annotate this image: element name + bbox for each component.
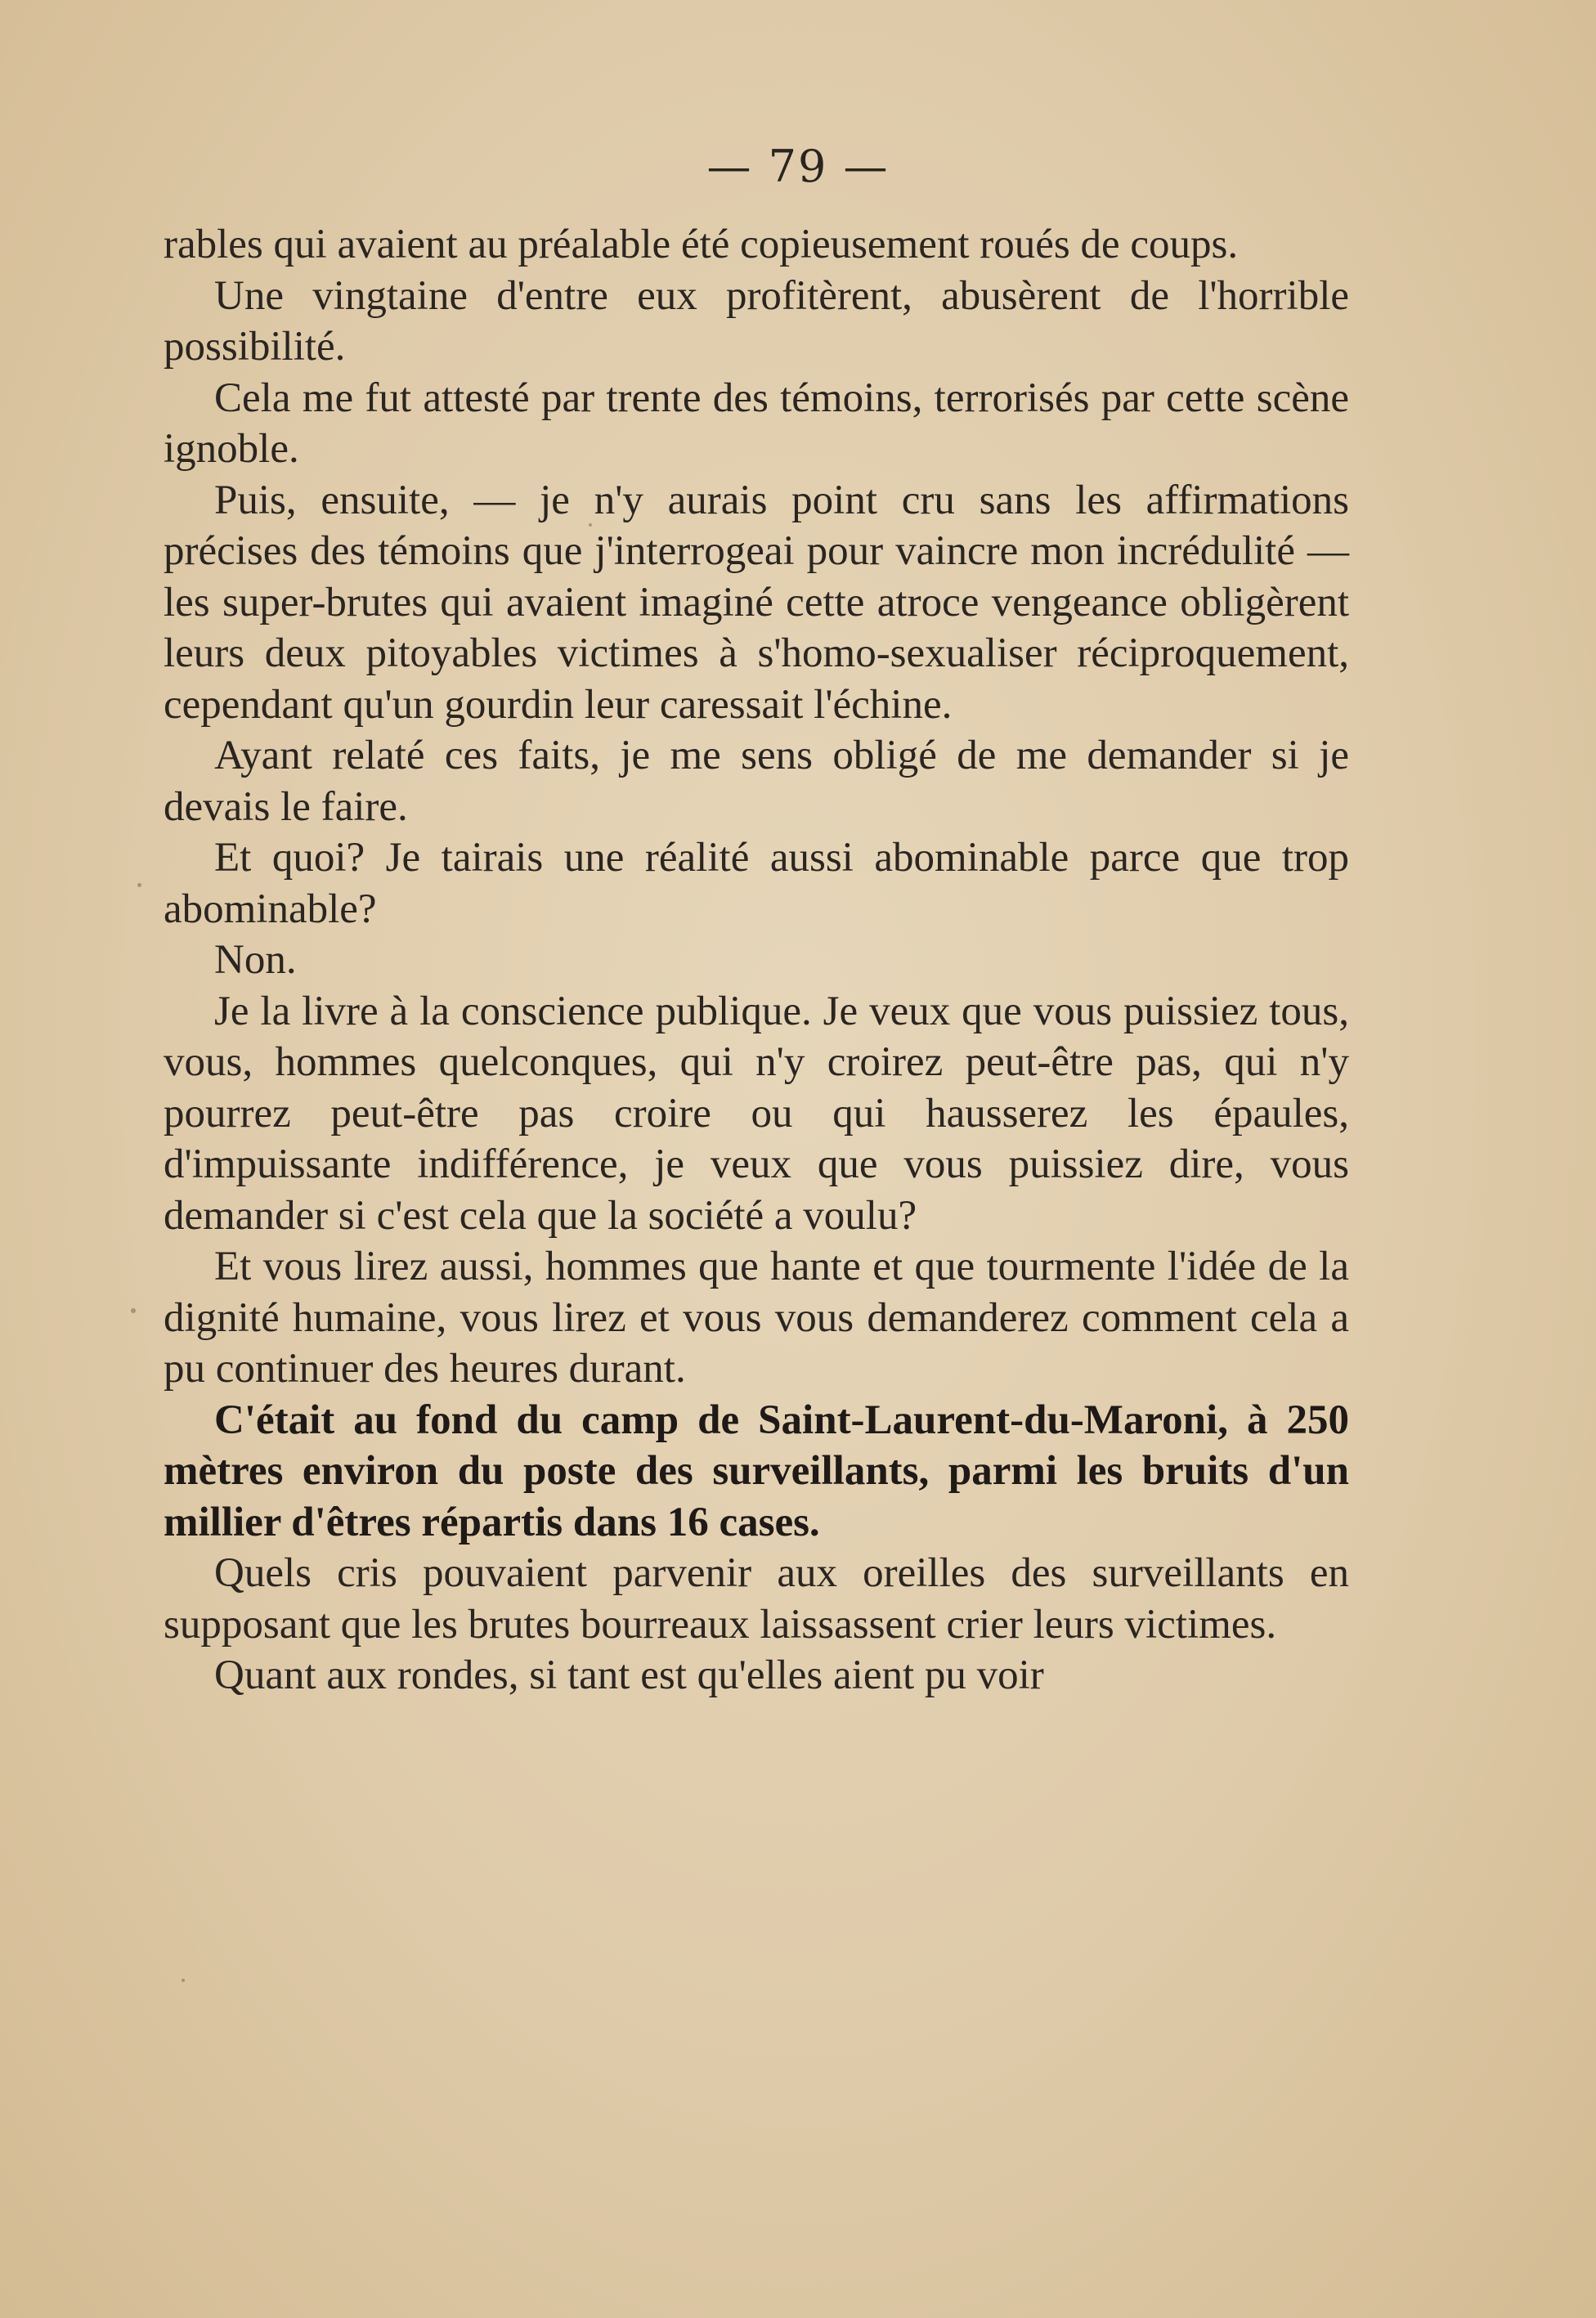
paragraph-6: Et quoi? Je tairais une réalité aussi abominable parce que trop abominable? [164, 835, 1349, 932]
paragraph-3: Cela me fut attesté par trente des témoins, terrorisés par cette scène ignoble. [164, 374, 1349, 472]
paragraph-11: Quels cris pouvaient parvenir aux oreilles des surveillants en supposant que les brutes bourreaux laissassent crier leurs victimes. [164, 1550, 1349, 1648]
paper-speck [182, 1979, 185, 1982]
paragraph-5: Ayant relaté ces faits, je me sens obligé de me demander si je devais le faire. [164, 733, 1349, 830]
paragraph-12: Quant aux rondes, si tant est qu'elles aient pu voir [214, 1652, 1044, 1698]
paper-speck [131, 1308, 136, 1313]
paragraph-1: rables qui avaient au préalable été copieusement roués de coups. [164, 222, 1239, 267]
paper-speck [137, 883, 141, 887]
paragraph-10: C'était au fond du camp de Saint-Laurent-du-Maroni, à 250 mètres environ du poste des surveillants, parmi les bruits d'un millier d'êtres répartis dans 16 cases. [164, 1397, 1349, 1545]
paragraph-7: Non. [214, 937, 297, 983]
paragraph-4: Puis, ensuite, — je n'y aurais point cru sans les affirmations précises des témoins que j'interrogeai pour vaincre mon incrédulité — les super-brutes qui avaient imaginé cette atroce vengeance obligèrent leurs deux pitoyables victimes à s'homo-sexualiser réciproquement, cependant qu'un gourdin leur caressait l'échine. [164, 477, 1349, 728]
page-number: — 79 — [706, 141, 890, 192]
paragraph-2: Une vingtaine d'entre eux profitèrent, abusèrent de l'horrible possibilité. [164, 272, 1349, 370]
paragraph-9: Et vous lirez aussi, hommes que hante et que tourmente l'idée de la dignité humaine, vous lirez et vous vous demanderez comment cela a pu continuer des heures durant. [164, 1244, 1349, 1392]
paper-speck [589, 523, 592, 527]
paragraph-8: Je la livre à la conscience publique. Je veux que vous puissiez tous, vous, hommes quelconques, qui n'y croirez peut-être pas, qui n'y pourrez peut-être pas croire ou qui hausserez les épaules, d'impuissante indifférence, je veux que vous puissiez dire, vous demander si c'est cela que la société a voulu? [164, 988, 1349, 1239]
page-text [164, 219, 1349, 1702]
